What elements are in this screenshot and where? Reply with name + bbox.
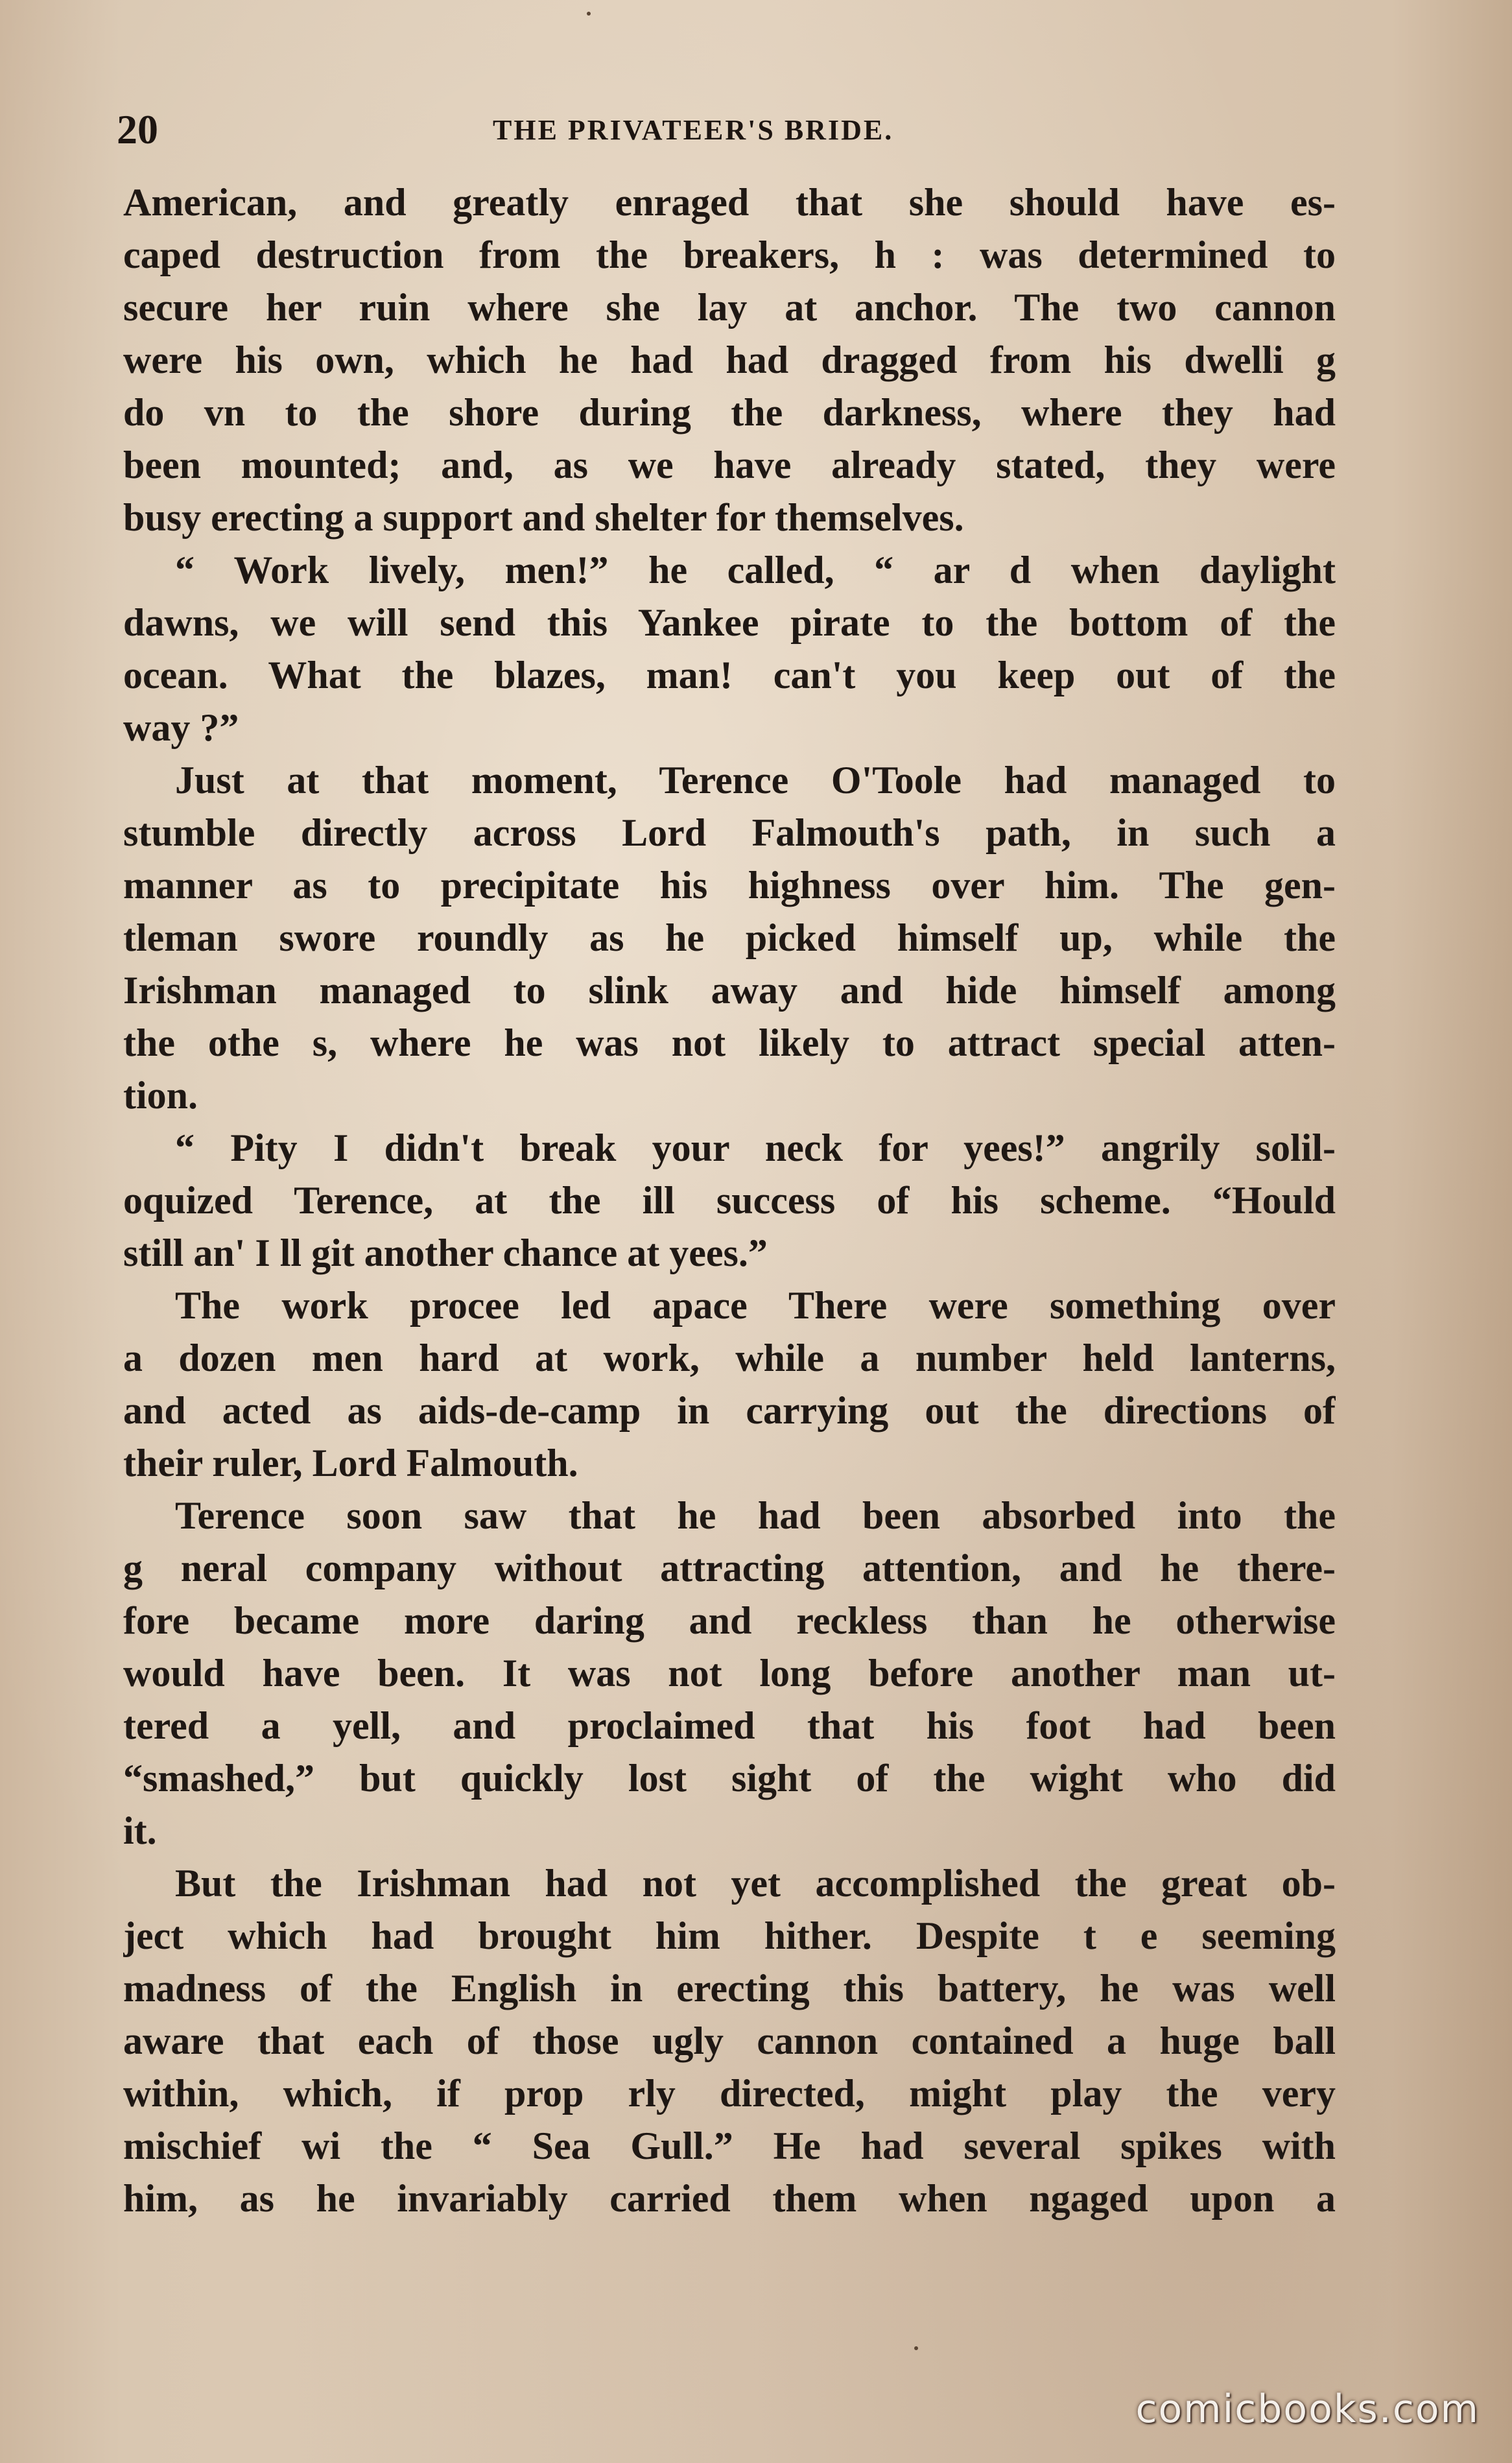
text-line: busy erecting a support and shelter for themselves. bbox=[123, 496, 964, 539]
text-line: him, as he invariably carried them when ngaged upon a bbox=[123, 2177, 1336, 2220]
print-speck bbox=[587, 12, 591, 16]
text-line: secure her ruin where she lay at anchor. The two cannon bbox=[123, 286, 1336, 329]
page-header bbox=[117, 101, 1349, 159]
text-line: ocean. What the blazes, man! can't you keep out of the bbox=[123, 654, 1336, 696]
text-line: tered a yell, and proclaimed that his foot had been bbox=[123, 1704, 1336, 1747]
text-line: caped destruction from the breakers, h : was determined to bbox=[123, 233, 1336, 276]
text-line: “ Work lively, men!” he called, “ ar d when daylight bbox=[175, 549, 1336, 591]
text-line: a dozen men hard at work, while a number held lanterns, bbox=[123, 1337, 1336, 1379]
running-title: THE PRIVATEER'S BRIDE. bbox=[493, 114, 894, 146]
text-line: their ruler, Lord Falmouth. bbox=[123, 1442, 578, 1484]
text-line: been mounted; and, as we have already stated, they were bbox=[123, 444, 1336, 486]
text-line: fore became more daring and reckless than he otherwise bbox=[123, 1599, 1336, 1642]
text-line: “smashed,” but quickly lost sight of the wight who did bbox=[123, 1757, 1336, 1800]
text-line: g neral company without attracting attention, and he there- bbox=[123, 1547, 1336, 1589]
text-line: ject which had brought him hither. Despite t e seeming bbox=[123, 1914, 1336, 1957]
text-line: still an' I ll git another chance at yees.” bbox=[123, 1232, 768, 1274]
text-line: it. bbox=[123, 1809, 157, 1852]
text-line: would have been. It was not long before another man ut- bbox=[123, 1652, 1336, 1695]
text-line: The work procee led apace There were something over bbox=[175, 1284, 1336, 1327]
text-line: manner as to precipitate his highness over him. The gen- bbox=[123, 864, 1336, 907]
print-speck bbox=[914, 2346, 918, 2350]
text-line: within, which, if prop rly directed, might play the very bbox=[123, 2072, 1336, 2115]
text-line: tleman swore roundly as he picked himself up, while the bbox=[123, 916, 1336, 959]
text-line: But the Irishman had not yet accomplished the great ob- bbox=[175, 1862, 1336, 1905]
text-line: way ?” bbox=[123, 706, 239, 749]
text-line: Irishman managed to slink away and hide himself among bbox=[123, 969, 1336, 1012]
text-line: stumble directly across Lord Falmouth's path, in such a bbox=[123, 811, 1336, 854]
text-line: were his own, which he had had dragged from his dwelli g bbox=[123, 339, 1336, 381]
body-text bbox=[123, 176, 1336, 2225]
text-line: American, and greatly enraged that she should have es- bbox=[123, 181, 1336, 224]
text-line: and acted as aids-de-camp in carrying out the directions of bbox=[123, 1389, 1336, 1432]
text-line: mischief wi the “ Sea Gull.” He had several spikes with bbox=[123, 2124, 1336, 2167]
page-number: 20 bbox=[117, 106, 158, 152]
text-line: do vn to the shore during the darkness, where they had bbox=[123, 391, 1336, 434]
text-line: tion. bbox=[123, 1074, 198, 1117]
text-line: aware that each of those ugly cannon contained a huge ball bbox=[123, 2019, 1336, 2062]
watermark: comicbooks.com bbox=[1135, 2386, 1480, 2432]
text-line: madness of the English in erecting this battery, he was well bbox=[123, 1967, 1336, 2010]
text-line: oquized Terence, at the ill success of his scheme. “Hould bbox=[123, 1179, 1336, 1222]
text-line: Terence soon saw that he had been absorbed into the bbox=[175, 1494, 1336, 1537]
text-line: the othe s, where he was not likely to attract special atten- bbox=[123, 1021, 1336, 1064]
text-line: dawns, we will send this Yankee pirate to the bottom of the bbox=[123, 601, 1336, 644]
text-line: Just at that moment, Terence O'Toole had managed to bbox=[175, 759, 1336, 802]
text-line: “ Pity I didn't break your neck for yees!” angrily solil- bbox=[175, 1126, 1336, 1169]
